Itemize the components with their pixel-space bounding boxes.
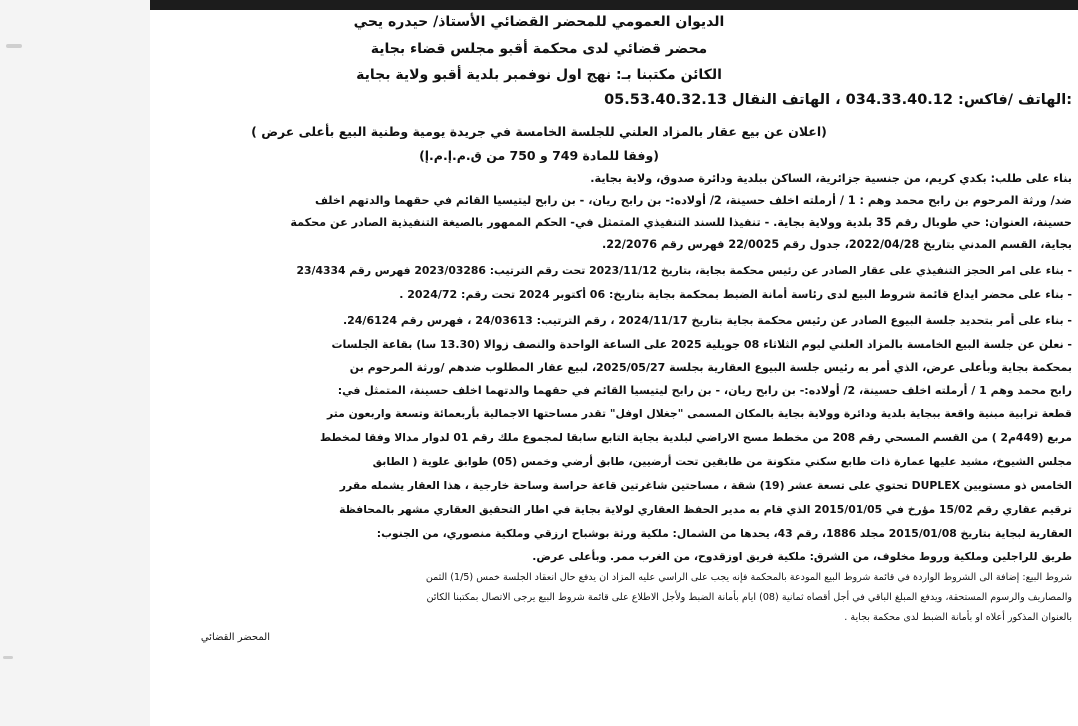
signature-label: المحضر القضائي xyxy=(200,632,270,643)
body-line: ضد/ ورثة المرحوم بن رابح محمد وهم : 1 / أرملته اخلف حسينة، 2/ أولاده:- بن رابح ريان، - بن رابح ليتيسيا القائم في حقهما والدتهم اخلف xyxy=(314,194,1072,207)
body-line: - بناء على محضر ايداع قائمة شروط البيع لدى رئاسة أمانة الضبط بمحكمة بجاية بتاريخ: 06 أكتوبر 2024 تحت رقم: 2024/72 . xyxy=(399,288,1072,301)
scan-mark xyxy=(3,656,13,659)
notice-title: (اعلان عن بيع عقار بالمزاد العلني للجلسة الخامسة في جريدة يومية وطنية البيع بأعلى عرض ) xyxy=(251,124,827,139)
body-line: مجلس الشيوخ، مشيد عليها عمارة ذات طابع سكني متكونة من طابقين تحت أرضيين، طابق أرضي وخمس (05) طوابق علوية ( الطابق xyxy=(372,455,1072,468)
body-line: مربع (449م2 ) من القسم المسحي رقم 208 من مخطط مسح الاراضي لبلدية بجاية التابع سابقا لمجموع ملك رقم 01 لدوار مدالا وفقا لمخطط xyxy=(319,431,1072,444)
body-line: - بناء على أمر بتحديد جلسة البيوع الصادر عن رئيس محكمة بجاية بتاريخ 2024/11/17 ، رقم الترتيب: 24/03613 ، فهرس رقم 24/6124. xyxy=(342,314,1072,327)
body-line: بناء على طلب: بكدي كريم، من جنسية جزائرية، الساكن ببلدية ودائرة صدوق، ولاية بجاية. xyxy=(590,172,1072,185)
sale-conditions-line: والمصاريف والرسوم المستحقة، ويدفع المبلغ الباقي في أجل أقصاه ثمانية (08) ايام بأمانة الضبط ولأجل الاطلاع على قائمة شروط البيع يرجى الاتصال بمكتبنا الكائن xyxy=(426,592,1072,603)
header-court: محضر قضائي لدى محكمة أقبو مجلس قضاء بجاية xyxy=(370,41,708,57)
body-line-final: طريق للراجلين وملكية وروط مخلوف، من الشرق: ملكية فريق اوزقدوح، من الغرب ممر. وبأعلى عرض. xyxy=(532,550,1072,563)
sale-conditions-line: بالعنوان المذكور أعلاه او بأمانة الضبط لدى محكمة بجاية . xyxy=(844,612,1072,623)
body-line: ترقيم عقاري رقم 15/02 مؤرخ في 2015/01/05 الذي قام به مدير الحفظ العقاري لولاية بجاية في اطار التحقيق العقاري مشهر بالمحافظة xyxy=(339,503,1072,516)
body-line: العقارية لبجاية بتاريخ 2015/01/08 مجلد 1886، رقم 43، يحدها من الشمال: ملكية ورثة بوشباح ارزقي وملكية منصوري، من الجنوب: xyxy=(376,527,1072,540)
scan-left-margin xyxy=(0,0,150,726)
body-line: بمحكمة بجاية وبأعلى عرض، الذي أمر به رئيس جلسة البيوع العقارية بجلسة 2025/05/27، لبيع عقار المطلوب ضدهم /ورثة المرحوم بن xyxy=(349,361,1072,374)
body-line: - نعلن عن جلسة البيع الخامسة بالمزاد العلني ليوم الثلاثاء 08 جويلية 2025 على الساعة الواحدة والنصف زوالا (13.30 سا) بقاعة الجلسات xyxy=(331,338,1072,351)
body-line: حسينة، العنوان: حي طوبال رقم 35 بلدية وولاية بجاية. - تنفيذا للسند التنفيذي المتمثل في- الحكم الممهور بالصيغة التنفيذية الصادر عن محكمة xyxy=(290,216,1072,229)
body-line: بجاية، القسم المدني بتاريخ 2022/04/28، جدول رقم 22/0025 فهرس رقم 22/2076. xyxy=(601,238,1072,251)
header-phones: :الهاتف /فاكس: 034.33.40.12 ، الهاتف النقال 05.53.40.32.13 xyxy=(604,92,1072,108)
body-line: الخامس ذو مستويين DUPLEX تحتوي على تسعة عشر (19) شقة ، مساحتين شاغرتين قاعة حراسة وساحة خارجية ، هذا العقار يشمله مقرر xyxy=(339,479,1072,492)
header-address: الكائن مكتبنا بـ: نهج اول نوفمبر بلدية أقبو ولاية بجاية xyxy=(356,67,722,83)
body-line: قطعة ترابية مبنية واقعة ببجاية بلدية ودائرة وولاية بجاية بالمكان المسمى "جغلال اوفل" تقدر مساحتها الاجمالية بأربعمائة وتسعة واربعون متر xyxy=(327,407,1072,420)
sale-conditions-line: شروط البيع: إضافة الى الشروط الواردة في قائمة شروط البيع المودعة بالمحكمة فإنه يجب على الراسي عليه المزاد ان يدفع حال انعقاد الجلسة خمس (1/5) الثمن xyxy=(425,572,1072,583)
body-line: رابح محمد وهم 1 / أرملته اخلف حسينة، 2/ أولاده:- بن رابح ريان، - بن رابح ليتيسيا القائم في حقهما والدتهما اخلف حسينة، المتمثل في: xyxy=(337,384,1072,397)
body-line: - بناء على امر الحجز التنفيذي على عقار الصادر عن رئيس محكمة بجاية، بتاريخ 2023/11/12 تحت رقم الترتيب: 2023/03286 فهرس رقم 23/4334 xyxy=(296,264,1072,277)
header-office-name: الديوان العمومي للمحضر القضائي الأستاذ/ حيدره يحي xyxy=(353,14,725,30)
notice-legal-basis: (وفقا للمادة 749 و 750 من ق.م.إ.م.إ) xyxy=(419,148,659,163)
scan-top-edge xyxy=(150,0,1078,10)
